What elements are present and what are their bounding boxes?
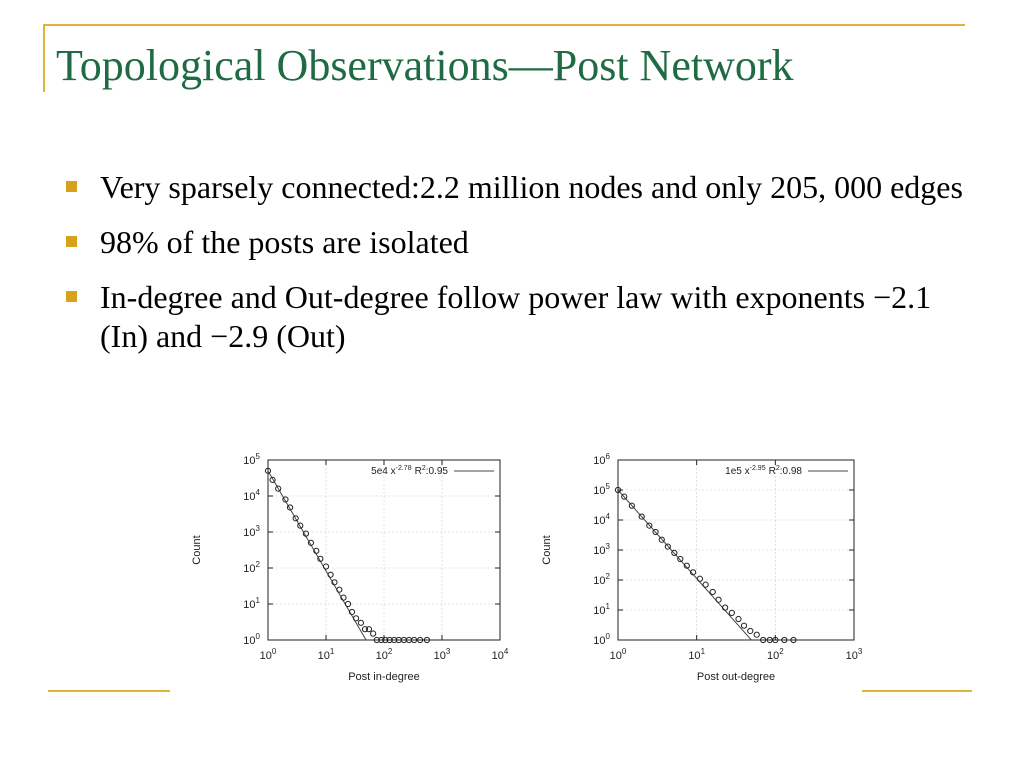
x-tick-base: 10 bbox=[433, 650, 446, 662]
x-tick-exponent: 2 bbox=[387, 647, 393, 656]
legend-coef: 1e5 x bbox=[725, 466, 750, 477]
y-tick-base: 10 bbox=[243, 527, 256, 539]
x-tick-base: 10 bbox=[766, 650, 780, 662]
x-tick-label bbox=[492, 647, 509, 662]
y-tick-label bbox=[593, 512, 610, 527]
slide-title: Topological Observations—Post Network bbox=[56, 41, 794, 90]
y-tick-base: 10 bbox=[243, 491, 256, 503]
legend-exponent: -2.78 bbox=[395, 465, 412, 472]
in-degree-chart bbox=[180, 448, 512, 690]
legend-r2-value: :0.95 bbox=[425, 466, 448, 477]
x-tick-base: 10 bbox=[375, 650, 388, 662]
square-bullet-icon bbox=[66, 236, 77, 247]
bullet-item bbox=[66, 278, 966, 356]
y-tick-label bbox=[593, 632, 610, 647]
x-tick-label bbox=[688, 647, 705, 662]
legend-coef: 5e4 x bbox=[371, 466, 396, 477]
y-tick-base: 10 bbox=[593, 575, 606, 587]
x-tick-label bbox=[434, 647, 451, 662]
chart-svg bbox=[530, 448, 866, 690]
y-tick-label bbox=[243, 632, 260, 647]
bullet-item bbox=[66, 168, 966, 207]
x-tick-exponent: 3 bbox=[445, 647, 451, 656]
x-tick-base: 10 bbox=[609, 650, 622, 662]
y-tick-exponent: 4 bbox=[255, 488, 260, 497]
legend-r2: R bbox=[768, 466, 776, 477]
y-tick-label bbox=[243, 488, 260, 503]
y-tick-label bbox=[593, 572, 610, 587]
x-tick-base: 10 bbox=[259, 650, 272, 662]
y-tick-exponent: 1 bbox=[255, 596, 260, 605]
y-tick-label bbox=[243, 596, 260, 611]
bullet-list bbox=[66, 168, 966, 372]
bullet-text: 98% of the posts are isolated bbox=[100, 224, 469, 260]
y-tick-base: 10 bbox=[243, 635, 256, 647]
y-tick-exponent: 4 bbox=[605, 512, 610, 521]
x-tick-label bbox=[767, 647, 784, 662]
x-axis-label: Post out-degree bbox=[696, 671, 776, 683]
bullet-text: In-degree and Out-degree follow power law with exponents −2.1 (In) and −2.9 (Out) bbox=[100, 279, 932, 354]
x-tick-exponent: 4 bbox=[503, 647, 509, 656]
y-tick-base: 10 bbox=[593, 485, 606, 497]
legend-exponent: -2.95 bbox=[749, 465, 766, 472]
y-tick-exponent: 0 bbox=[605, 632, 610, 641]
y-tick-base: 10 bbox=[243, 563, 256, 575]
legend-r2-exp: 2 bbox=[775, 465, 780, 472]
chart-svg bbox=[180, 448, 512, 690]
square-bullet-icon bbox=[66, 291, 77, 302]
y-tick-label bbox=[593, 482, 610, 497]
x-tick-base: 10 bbox=[688, 650, 701, 662]
y-axis-label: Count bbox=[541, 535, 553, 565]
y-tick-exponent: 3 bbox=[605, 542, 610, 551]
y-tick-exponent: 2 bbox=[605, 572, 610, 581]
bottom-rule-left bbox=[48, 690, 170, 692]
x-tick-label bbox=[260, 647, 277, 662]
y-tick-base: 10 bbox=[593, 545, 606, 557]
y-tick-exponent: 0 bbox=[255, 632, 260, 641]
left-rule bbox=[43, 24, 45, 92]
y-tick-label bbox=[593, 542, 610, 557]
x-tick-base: 10 bbox=[491, 650, 504, 662]
y-tick-base: 10 bbox=[593, 515, 606, 527]
y-tick-label bbox=[593, 452, 610, 467]
y-tick-label bbox=[243, 452, 260, 467]
top-rule bbox=[43, 24, 965, 26]
x-tick-label bbox=[376, 647, 393, 662]
y-tick-exponent: 3 bbox=[255, 524, 260, 533]
legend-r2-exp: 2 bbox=[421, 465, 426, 472]
bullet-item bbox=[66, 223, 966, 262]
y-tick-exponent: 5 bbox=[605, 482, 610, 491]
x-tick-exponent: 1 bbox=[700, 647, 706, 656]
x-tick-exponent: 3 bbox=[857, 647, 863, 656]
legend-r2-value: :0.98 bbox=[779, 466, 802, 477]
x-tick-exponent: 2 bbox=[779, 647, 784, 656]
x-tick-label bbox=[610, 647, 627, 662]
y-tick-base: 10 bbox=[243, 455, 256, 467]
y-tick-base: 10 bbox=[593, 635, 606, 647]
y-tick-base: 10 bbox=[593, 455, 606, 467]
x-tick-exponent: 0 bbox=[621, 647, 627, 656]
y-tick-base: 10 bbox=[593, 605, 606, 617]
x-tick-base: 10 bbox=[845, 650, 858, 662]
out-degree-chart bbox=[530, 448, 866, 690]
y-tick-base: 10 bbox=[243, 599, 256, 611]
y-tick-label bbox=[243, 560, 260, 575]
y-axis-label: Count bbox=[191, 535, 203, 565]
y-tick-label bbox=[243, 524, 260, 539]
y-tick-exponent: 6 bbox=[605, 452, 610, 461]
y-tick-exponent: 2 bbox=[255, 560, 260, 569]
x-tick-label bbox=[846, 647, 863, 662]
x-tick-exponent: 0 bbox=[271, 647, 277, 656]
x-axis-label: Post in-degree bbox=[348, 671, 420, 683]
x-tick-label bbox=[318, 647, 335, 662]
y-tick-label bbox=[593, 602, 610, 617]
y-tick-exponent: 5 bbox=[255, 452, 260, 461]
bottom-rule-right bbox=[862, 690, 972, 692]
x-tick-base: 10 bbox=[317, 650, 330, 662]
bullet-text: Very sparsely connected:2.2 million nodes and only 205, 000 edges bbox=[100, 169, 963, 205]
legend-r2: R bbox=[414, 466, 422, 477]
x-tick-exponent: 1 bbox=[329, 647, 335, 656]
square-bullet-icon bbox=[66, 181, 77, 192]
y-tick-exponent: 1 bbox=[605, 602, 610, 611]
